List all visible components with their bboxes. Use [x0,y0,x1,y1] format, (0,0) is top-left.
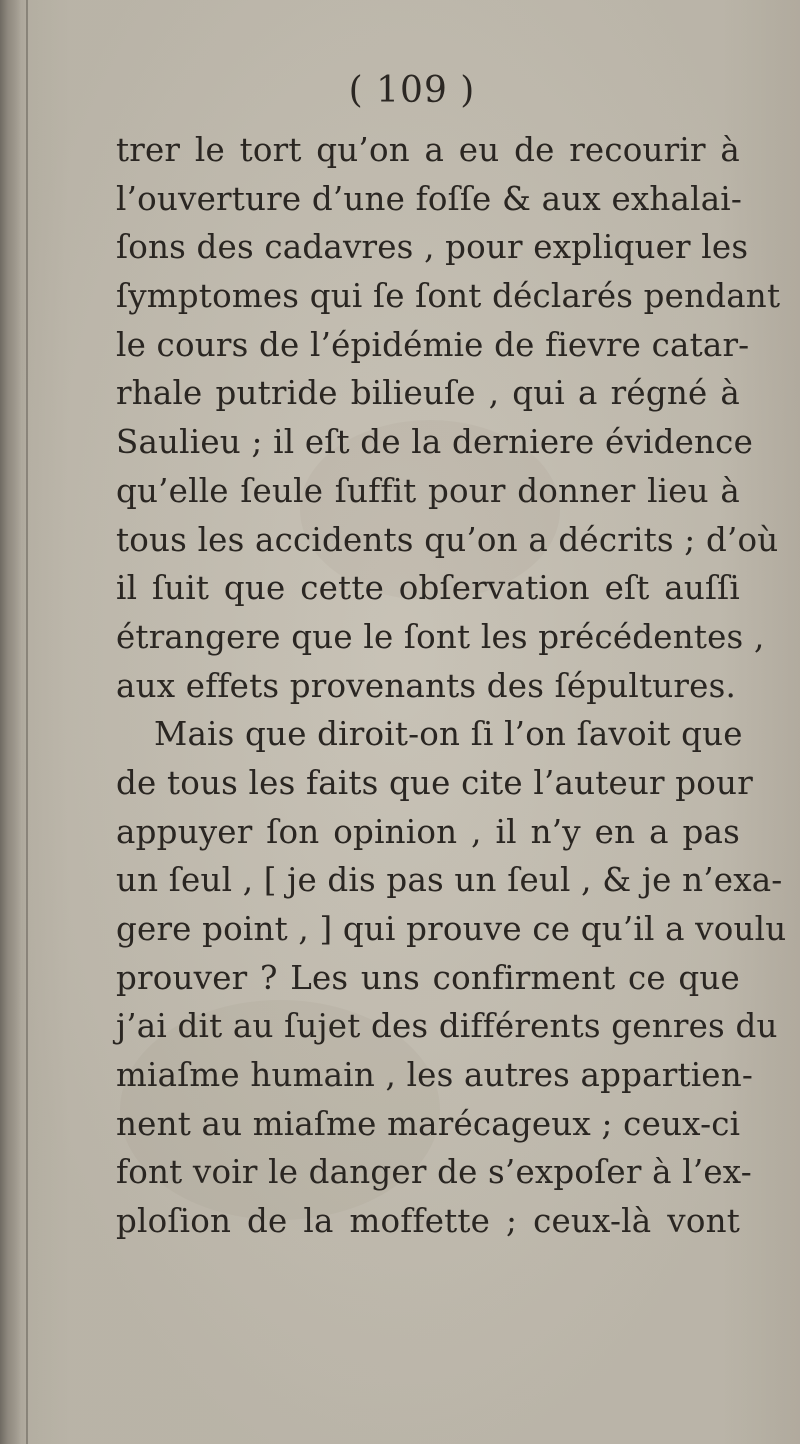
text-line: ſons des cadavres , pour expliquer les [116,228,749,267]
text-line: nent au miaſme marécageux ; ceux-ci [116,1104,741,1143]
text-line: font voir le danger de s’expoſer à l’ex- [116,1153,752,1192]
text-line: Saulieu ; il eſt de la derniere évidence [116,423,754,462]
text-line: tous les accidents qu’on a décrits ; d’où [116,520,779,559]
text-line: il ſuit que cette obſervation eſt auſſi [116,569,740,608]
text-line: gere point , ] qui prouve ce qu’il a voulu [116,910,787,948]
text-line: ſymptomes qui ſe ſont déclarés pendant [116,277,781,316]
body-text [116,126,787,1246]
binding-edge [26,0,28,1444]
text-line: le cours de l’épidémie de fievre catar- [116,325,750,364]
text-line: un ſeul , [ je dis pas un ſeul , & je n’exa- [116,861,783,900]
page-gutter-shadow [0,0,22,1444]
text-line: j’ai dit au ſujet des différents genres du [116,1007,778,1046]
text-line: miaſme humain , les autres appartien- [116,1056,754,1095]
text-line: de tous les faits que cite l’auteur pour [116,763,753,802]
text-line: prouver ? Les uns confirment ce que [116,958,740,997]
text-line: ploſion de la moffette ; ceux-là vont [116,1202,740,1241]
paragraph-start-line: Mais que diroit-on ſi l’on ſavoit que [154,715,743,754]
paragraph-end-line: aux effets provenants des ſépultures. [116,666,736,705]
text-line: rhale putride bilieuſe , qui a régné à [116,374,740,413]
text-line: trer le tort qu’on a eu de recourir à [116,131,740,169]
text-line: étrangere que le ſont les précédentes , [116,617,765,656]
page-number: ( 109 ) [348,70,476,111]
text-line: appuyer ſon opinion , il n’y en a pas [116,812,740,851]
text-line: qu’elle ſeule ſuffit pour donner lieu à [116,471,740,510]
text-line: l’ouverture d’une foſſe & aux exhalai- [116,179,743,218]
